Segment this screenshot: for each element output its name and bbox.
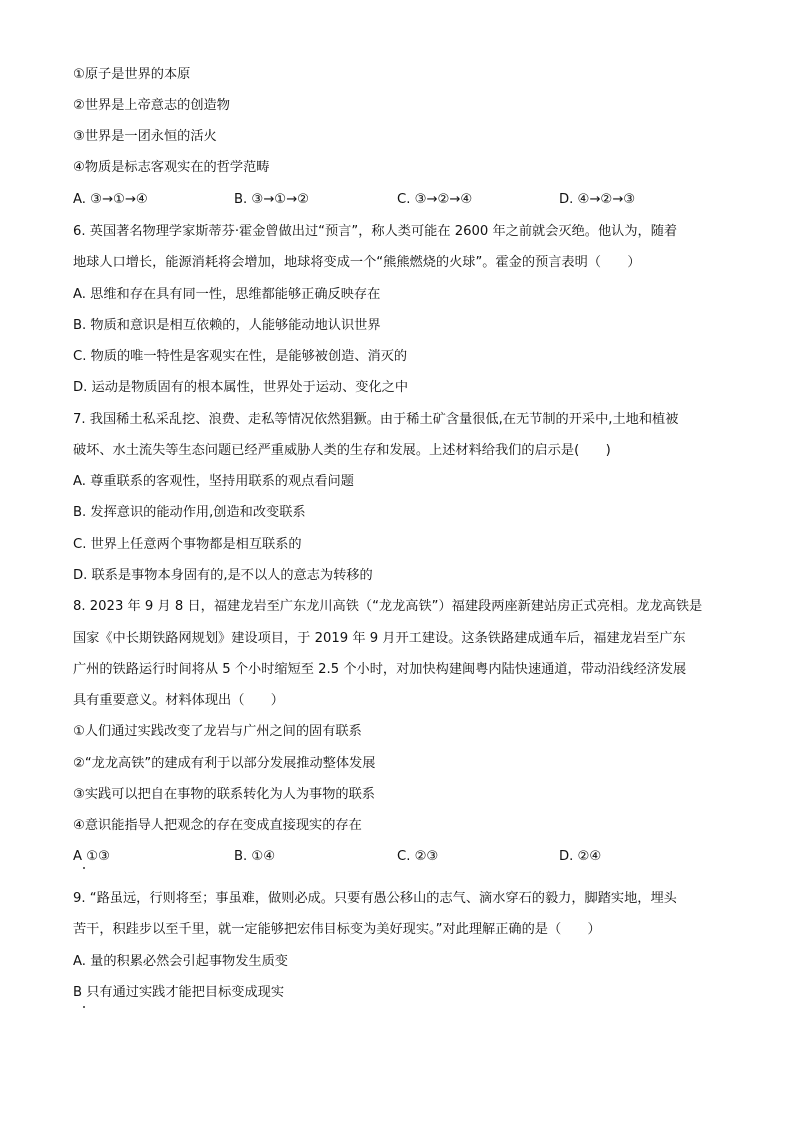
q8-stem-line-4: 具有重要意义。材料体现出（ ） xyxy=(73,693,284,708)
q6-choice-a: A. 思维和存在具有同一性，思维都能够正确反映存在 xyxy=(73,287,381,302)
q5-item-1: ①原子是世界的本原 xyxy=(73,67,191,82)
q6-choice-d: D. 运动是物质固有的根本属性，世界处于运动、变化之中 xyxy=(73,380,409,395)
q5-option-c: C. ③→②→④ xyxy=(397,192,473,207)
q8-item-3: ③实践可以把自在事物的联系转化为人为事物的联系 xyxy=(73,787,375,802)
q8-option-a: A ①③ xyxy=(73,849,110,864)
q5-item-4: ④物质是标志客观实在的哲学范畴 xyxy=(73,160,270,175)
q9-choice-a: A. 量的积累必然会引起事物发生质变 xyxy=(73,954,288,969)
q8-option-c: C. ②③ xyxy=(397,849,439,864)
q7-choice-c: C. 世界上任意两个事物都是相互联系的 xyxy=(73,537,302,552)
q8-item-1: ①人们通过实践改变了龙岩与广州之间的固有联系 xyxy=(73,724,362,739)
q5-item-2: ②世界是上帝意志的创造物 xyxy=(73,98,230,113)
q5-option-d: D. ④→②→③ xyxy=(559,192,636,207)
q8-stem-line-1: 8. 2023 年 9 月 8 日，福建龙岩至广东龙川高铁（“龙龙高铁”）福建段两座新建站房正式亮相。龙龙高铁是 xyxy=(73,599,703,614)
q7-choice-d: D. 联系是事物本身固有的,是不以人的意志为转移的 xyxy=(73,568,373,583)
q9-stem-line-2: 苦干，积跬步以至千里，就一定能够把宏伟目标变为美好现实。”对此理解正确的是（ ） xyxy=(73,922,601,937)
q7-choice-b: B. 发挥意识的能动作用,创造和改变联系 xyxy=(73,505,306,520)
q7-choice-a: A. 尊重联系的客观性，坚持用联系的观点看问题 xyxy=(73,474,354,489)
q9-choice-b: B 只有通过实践才能把目标变成现实 xyxy=(73,985,285,1000)
q6-stem-line-1: 6. 英国著名物理学家斯蒂芬·霍金曾做出过“预言”，称人类可能在 2600 年之前就会灭绝。他认为，随着 xyxy=(73,224,678,239)
q6-stem-line-2: 地球人口增长，能源消耗将会增加，地球将变成一个“熊熊燃烧的火球”。霍金的预言表明（ ） xyxy=(73,255,641,270)
q5-option-b: B. ③→①→② xyxy=(234,192,309,207)
q8-option-b: B. ①④ xyxy=(234,849,276,864)
q8-item-2: ②“龙龙高铁”的建成有利于以部分发展推动整体发展 xyxy=(73,756,376,771)
stray-dot-mark xyxy=(83,867,85,869)
q8-stem-line-2: 国家《中长期铁路网规划》建设项目，于 2019 年 9 月开工建设。这条铁路建成通车后，福建龙岩至广东 xyxy=(73,631,686,646)
q6-choice-b: B. 物质和意识是相互依赖的，人能够能动地认识世界 xyxy=(73,318,381,333)
q5-option-a: A. ③→①→④ xyxy=(73,192,148,207)
q6-choice-c: C. 物质的唯一特性是客观实在性，是能够被创造、消灭的 xyxy=(73,349,408,364)
q8-item-4: ④意识能指导人把观念的存在变成直接现实的存在 xyxy=(73,818,362,833)
q8-stem-line-3: 广州的铁路运行时间将从 5 个小时缩短至 2.5 个小时，对加快构建闽粤内陆快速通道，带动沿线经济发展 xyxy=(73,662,687,677)
stray-dot-mark xyxy=(83,1006,85,1008)
q5-options xyxy=(73,191,725,209)
q8-options xyxy=(73,848,725,866)
q8-option-d: D. ②④ xyxy=(559,849,602,864)
q7-stem-line-2: 破坏、水土流失等生态问题已经严重威胁人类的生存和发展。上述材料给我们的启示是( ) xyxy=(73,443,611,458)
q7-stem-line-1: 7. 我国稀土私采乱挖、浪费、走私等情况依然猖獗。由于稀土矿含量很低,在无节制的开采中,土地和植被 xyxy=(73,412,679,427)
q5-item-3: ③世界是一团永恒的活火 xyxy=(73,129,217,144)
q9-stem-line-1: 9. “路虽远，行则将至；事虽难，做则必成。只要有愚公移山的志气、滴水穿石的毅力，脚踏实地，埋头 xyxy=(73,891,677,906)
